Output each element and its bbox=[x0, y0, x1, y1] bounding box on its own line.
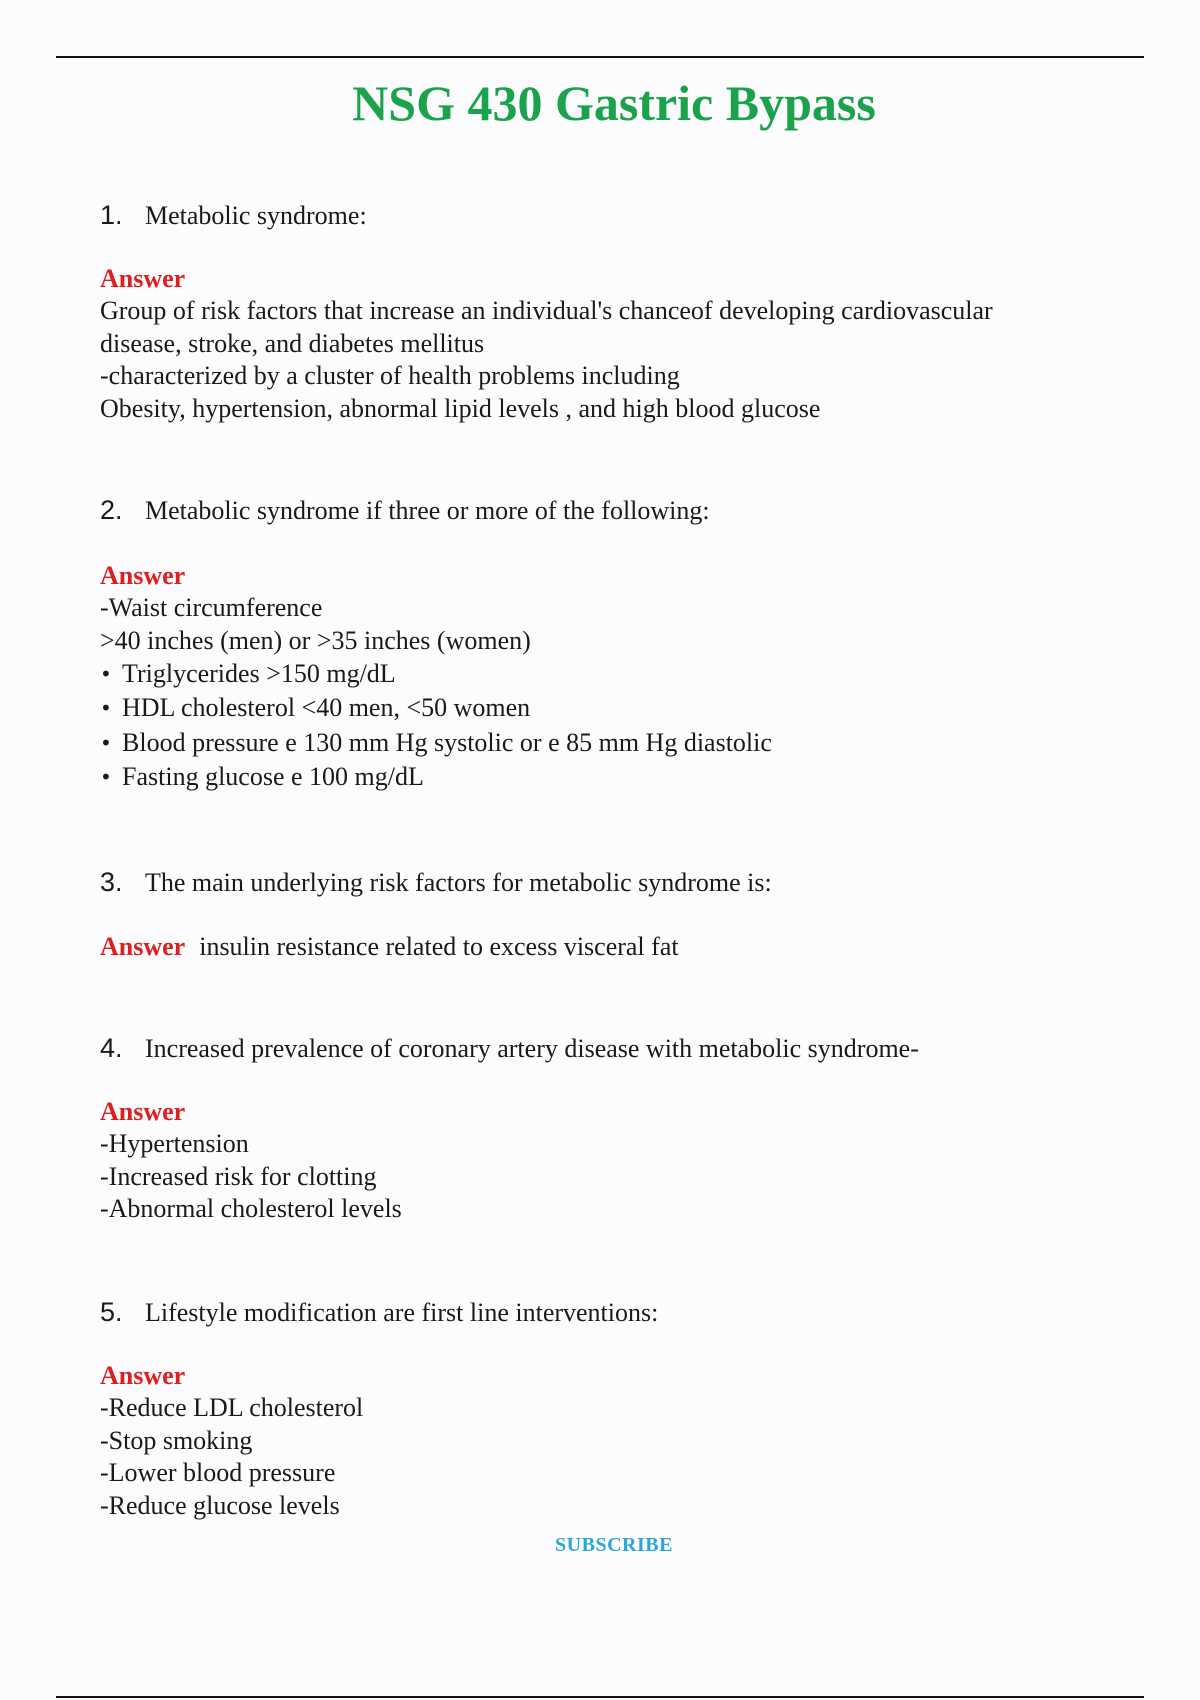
question-text: The main underlying risk factors for metabolic syndrome is: bbox=[145, 868, 772, 897]
bullet-icon: • bbox=[100, 764, 112, 789]
bullet-icon: • bbox=[100, 662, 112, 687]
answer-1 bbox=[100, 263, 1100, 425]
answer-line: Group of risk factors that increase an individual's chanceof developing cardiovascular bbox=[100, 296, 993, 326]
bullet-text: Triglycerides >150 mg/dL bbox=[122, 659, 396, 689]
question-number: 3. bbox=[100, 867, 123, 897]
answer-5 bbox=[100, 1360, 1100, 1522]
question-5 bbox=[100, 1295, 658, 1330]
question-4 bbox=[100, 1031, 919, 1066]
answer-line: -characterized by a cluster of health problems including bbox=[100, 361, 680, 391]
answer-2 bbox=[100, 560, 1100, 794]
answer-bullet bbox=[100, 657, 1100, 691]
answer-line: Obesity, hypertension, abnormal lipid levels , and high blood glucose bbox=[100, 393, 821, 423]
answer-line: -Lower blood pressure bbox=[100, 1458, 336, 1488]
bullet-text: Fasting glucose e 100 mg/dL bbox=[122, 761, 424, 791]
bullet-icon: • bbox=[100, 730, 112, 755]
answer-line: >40 inches (men) or >35 inches (women) bbox=[100, 625, 531, 655]
document-title: NSG 430 Gastric Bypass bbox=[352, 75, 876, 131]
bullet-text: Blood pressure e 130 mm Hg systolic or e 85 mm Hg diastolic bbox=[122, 727, 772, 757]
question-text: Metabolic syndrome: bbox=[145, 201, 367, 230]
answer-label: Answer bbox=[100, 561, 186, 590]
question-text: Metabolic syndrome if three or more of the following: bbox=[145, 496, 710, 525]
answer-line: disease, stroke, and diabetes mellitus bbox=[100, 328, 485, 358]
answer-line: -Increased risk for clotting bbox=[100, 1161, 377, 1191]
bullet-text: HDL cholesterol <40 men, <50 women bbox=[122, 693, 531, 723]
answer-label: Answer bbox=[100, 264, 186, 293]
answer-line: -Reduce LDL cholesterol bbox=[100, 1393, 364, 1423]
answer-3 bbox=[100, 931, 1100, 963]
answer-inline-text: insulin resistance related to excess visceral fat bbox=[199, 932, 679, 961]
answer-line: -Waist circumference bbox=[100, 593, 323, 623]
question-number: 4. bbox=[100, 1033, 123, 1063]
answer-bullet bbox=[100, 726, 1100, 760]
question-2 bbox=[100, 493, 710, 528]
answer-line: -Stop smoking bbox=[100, 1425, 253, 1455]
answer-4 bbox=[100, 1096, 1100, 1226]
answer-bullet bbox=[100, 760, 1100, 794]
answer-line: -Reduce glucose levels bbox=[100, 1490, 340, 1520]
answer-bullet bbox=[100, 691, 1100, 725]
question-number: 5. bbox=[100, 1297, 123, 1327]
subscribe-link[interactable]: SUBSCRIBE bbox=[555, 1534, 673, 1556]
answer-label: Answer bbox=[100, 1361, 186, 1390]
question-1 bbox=[100, 198, 367, 233]
question-number: 2. bbox=[100, 495, 123, 525]
answer-line: -Abnormal cholesterol levels bbox=[100, 1194, 402, 1224]
answer-label: Answer bbox=[100, 1097, 186, 1126]
answer-line: -Hypertension bbox=[100, 1129, 249, 1159]
bottom-rule bbox=[56, 1696, 1144, 1698]
question-3 bbox=[100, 865, 772, 900]
question-text: Increased prevalence of coronary artery disease with metabolic syndrome- bbox=[145, 1034, 919, 1063]
answer-label: Answer bbox=[100, 932, 186, 961]
bullet-icon: • bbox=[100, 696, 112, 721]
question-text: Lifestyle modification are first line interventions: bbox=[145, 1298, 659, 1327]
top-rule bbox=[56, 56, 1144, 58]
question-number: 1. bbox=[100, 200, 123, 230]
